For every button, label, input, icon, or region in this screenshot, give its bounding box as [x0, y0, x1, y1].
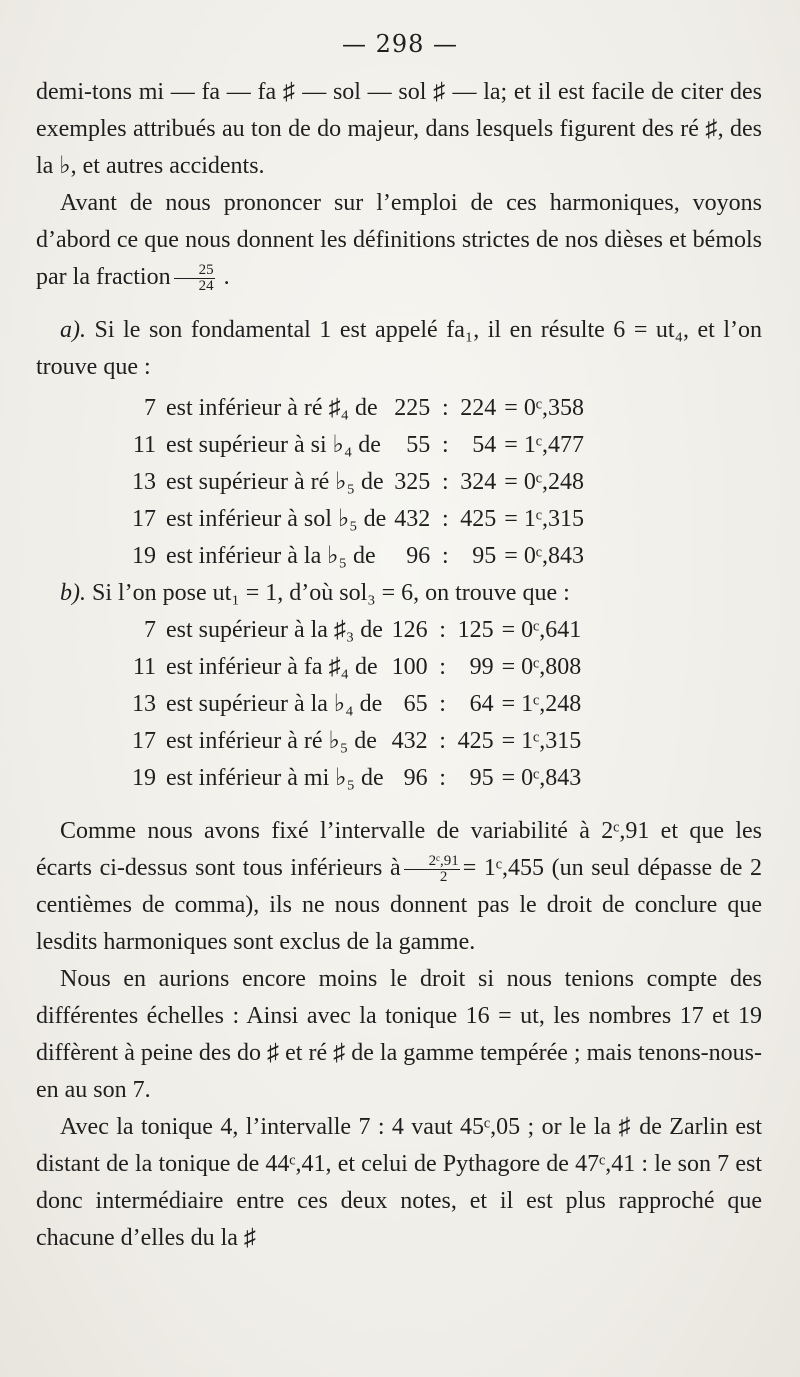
ratio-colon: :	[441, 543, 449, 569]
row-result: = 0ᶜ,843	[504, 543, 584, 569]
case-b-row	[130, 649, 583, 686]
ratio-numerator: 225	[394, 395, 431, 421]
ratio-denominator: 64	[469, 691, 494, 717]
page-body	[36, 74, 762, 1257]
paragraph-2	[36, 185, 762, 296]
case-b-row	[130, 686, 583, 723]
row-result: = 1ᶜ,315	[501, 728, 582, 754]
row-result: = 0ᶜ,358	[504, 395, 584, 421]
ratio-numerator: 432	[391, 728, 428, 754]
row-description: est inférieur à fa ♯₄ de	[166, 654, 378, 680]
ratio-denominator: 425	[457, 728, 494, 754]
ratio-colon: :	[439, 728, 446, 754]
row-description: est inférieur à la ♭₅ de	[166, 543, 376, 569]
ratio-denominator: 95	[469, 765, 494, 791]
ratio-numerator: 96	[403, 765, 428, 791]
paragraph-1: demi-tons mi — fa — fa ♯ — sol — sol ♯ — la; et il est facile de citer des exemples attribués au ton de do majeur, dans lesquels figurent des ré ♯, des la ♭, et autres accidents.	[36, 79, 762, 179]
row-number: 7	[144, 617, 156, 643]
case-a-label: a).	[60, 317, 86, 343]
row-result: = 0ᶜ,641	[501, 617, 582, 643]
ratio-colon: :	[439, 654, 446, 680]
ratio-denominator: 425	[460, 506, 497, 532]
ratio-colon: :	[441, 506, 449, 532]
fraction-291-2	[404, 854, 460, 885]
row-number: 19	[132, 543, 156, 569]
row-result: = 1ᶜ,477	[504, 432, 584, 458]
case-a-row	[130, 464, 586, 501]
ratio-denominator: 125	[457, 617, 494, 643]
fraction-denominator: 24	[198, 277, 214, 294]
paragraph-2-end: .	[217, 264, 230, 290]
row-description: est supérieur à la ♯₃ de	[166, 617, 383, 643]
ratio-numerator: 65	[403, 691, 428, 717]
row-number: 7	[144, 395, 156, 421]
paragraph-3-before: Comme nous avons fixé l’intervalle de variabilité à 2ᶜ,91 et que les écarts ci-dessus sont tous inférieurs à	[36, 818, 762, 881]
row-number: 13	[132, 469, 156, 495]
ratio-colon: :	[439, 691, 446, 717]
ratio-colon: :	[441, 469, 449, 495]
row-result: = 0ᶜ,843	[501, 765, 582, 791]
case-b-text: Si l’on pose ut₁ = 1, d’où sol₃ = 6, on trouve que :	[86, 580, 570, 606]
row-description: est inférieur à mi ♭₅ de	[166, 765, 384, 791]
paragraph-3-after: = 1ᶜ,455 (un seul dépasse de 2 centièmes de comma), ils ne nous donnent pas le droit de conclure que lesdits harmoniques sont exclus de la gamme.	[36, 855, 762, 955]
row-number: 11	[132, 654, 156, 680]
row-number: 13	[132, 691, 156, 717]
row-number: 17	[132, 506, 156, 532]
case-b-row	[130, 760, 583, 797]
paragraph-5: Avec la tonique 4, l’intervalle 7 : 4 vaut 45ᶜ,05 ; or le la ♯ de Zarlin est distant de la tonique de 44ᶜ,41, et celui de Pythagore de 47ᶜ,41 : le son 7 est donc intermédiaire entre ces deux notes, et il est plus rapproché que chacune d’elles du la ♯	[36, 1114, 762, 1251]
ratio-denominator: 224	[460, 395, 497, 421]
paragraph-3	[36, 813, 762, 961]
paragraph-2-text: Avant de nous prononcer sur l’emploi de ces harmoniques, voyons d’abord ce que nous donnent les définitions strictes de nos dièses et bémols par la fraction	[36, 190, 762, 290]
page-number: — 298 —	[341, 30, 459, 58]
row-description: est supérieur à ré ♭₅ de	[166, 469, 384, 495]
fraction-denominator: 2	[439, 868, 448, 885]
ratio-numerator: 96	[406, 543, 431, 569]
case-a-text: Si le son fondamental 1 est appelé fa₁, il en résulte 6 = ut₄, et l’on trouve que :	[36, 317, 762, 380]
fraction-numerator: 25	[174, 263, 215, 279]
case-a-row	[130, 538, 586, 575]
table-case-b	[130, 612, 583, 797]
case-b-intro	[36, 575, 762, 612]
case-b-label: b).	[60, 580, 86, 606]
row-number: 17	[132, 728, 156, 754]
ratio-colon: :	[441, 432, 449, 458]
row-description: est supérieur à la ♭₄ de	[166, 691, 383, 717]
ratio-numerator: 126	[391, 617, 428, 643]
row-result: = 0ᶜ,248	[504, 469, 584, 495]
ratio-colon: :	[439, 617, 446, 643]
ratio-colon: :	[439, 765, 446, 791]
ratio-numerator: 325	[394, 469, 431, 495]
row-result: = 1ᶜ,248	[501, 691, 582, 717]
spacer	[36, 797, 762, 813]
ratio-colon: :	[441, 395, 449, 421]
row-description: est inférieur à ré ♯₄ de	[166, 395, 378, 421]
case-b-row	[130, 723, 583, 760]
case-a-row	[130, 427, 586, 464]
ratio-denominator: 54	[472, 432, 497, 458]
row-result: = 0ᶜ,808	[501, 654, 582, 680]
row-result: = 1ᶜ,315	[504, 506, 584, 532]
ratio-denominator: 99	[469, 654, 494, 680]
row-number: 11	[132, 432, 156, 458]
row-number: 19	[132, 765, 156, 791]
case-a-intro	[36, 312, 762, 386]
fraction-numerator: 2ᶜ,91	[404, 854, 460, 870]
spacer	[36, 296, 762, 312]
case-a-row	[130, 501, 586, 538]
row-description: est inférieur à sol ♭₅ de	[166, 506, 387, 532]
ratio-denominator: 324	[460, 469, 497, 495]
ratio-numerator: 100	[391, 654, 428, 680]
paragraph-4: Nous en aurions encore moins le droit si nous tenions compte des différentes échelles : Ainsi avec la tonique 16 = ut, les nombres 17 et 19 diffèrent à peine des do ♯ et ré ♯ de la gamme tempérée ; mais tenons-nous-en au son 7.	[36, 966, 762, 1103]
ratio-denominator: 95	[472, 543, 497, 569]
row-description: est inférieur à ré ♭₅ de	[166, 728, 377, 754]
ratio-numerator: 432	[394, 506, 431, 532]
table-case-a	[130, 390, 586, 575]
fraction-25-24	[174, 263, 215, 294]
case-b-row	[130, 612, 583, 649]
row-description: est supérieur à si ♭₄ de	[166, 432, 381, 458]
case-a-row	[130, 390, 586, 427]
ratio-numerator: 55	[406, 432, 431, 458]
